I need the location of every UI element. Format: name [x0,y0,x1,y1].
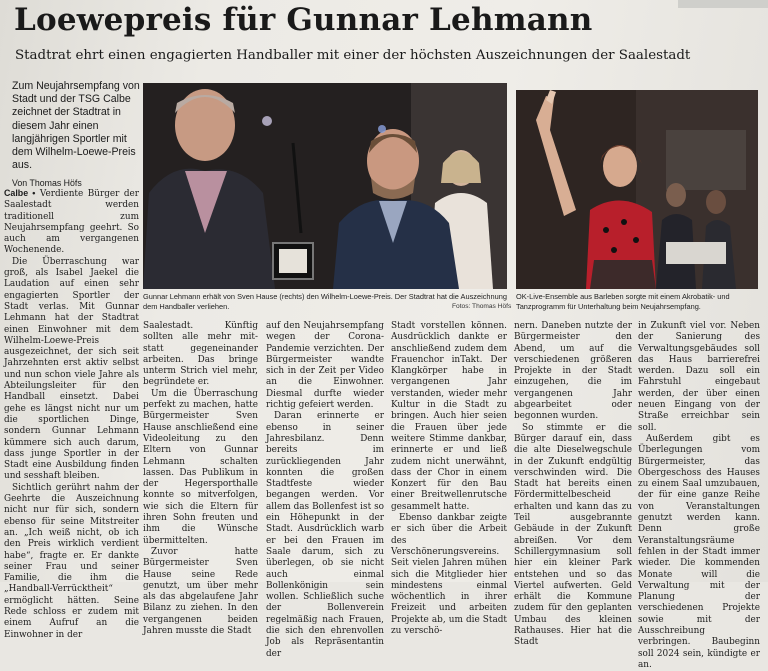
headline: Loewepreis für Gunnar Lehmann [14,2,593,38]
column-1-paragraph: Sichtlich gerührt nahm der Geehrte die Auszeichnung nicht nur für sich, sondern ebenso für seine Mitstreiter an. „Ich weiß nicht, ob ich den Preis wirklich verdient habe“, fragte er. Er dankte seiner Frau und seiner Familie, die ihm die „Handball-Verrücktheit“ ermöglicht hätten. Seine Rede schloss er zudem mit einem Aufruf an die Einwohner in der [4,482,139,640]
column-3-paragraph: Daran erinnerte er ebenso in seiner Jahresbilanz. Denn bereits im zurückliegenden Jahr konnten die großen Stadtfeste wieder begangen werden. Vor allem das Bollenfest ist so ein Höhepunkt in der Stadt. Ausdrücklich warb er bei den Frauen im Saale darum, sich zu überlegen, ob sie nicht auch einmal Bollenkönigin sein wollen. Schließlich suche der Bollenverein regelmäßig nach Frauen, die sich den ehrenvollen Job als Repräsentantin der [266,411,384,659]
article-column-5 [514,321,632,648]
article-column-3 [266,321,384,659]
column-5-paragraph: nern. Daneben nutzte der Bürgermeister den Abend, um auf die verschiedenen größeren Projekte in der Stadt einzugehen, die im vergangenen Jahr abgearbeitet oder begonnen wurden. [514,321,632,422]
article-column-6 [638,321,760,670]
byline: Von Thomas Höfs [12,178,82,188]
dance-photo [516,90,758,289]
column-2-paragraph: Um die Überraschung perfekt zu machen, hatte Bürgermeister Sven Hause anschließend eine Videoleitung zu den Eltern von Gunnar Lehmann schalten lassen. Das Publikum in der Hegersporthalle konnte so mitverfolgen, wie sich die Eltern für ihren Sohn freuten und ihm die Wünsche übermittelten. [143,388,258,546]
dance-photo-image [516,90,758,289]
page-corner-strip [678,0,768,8]
column-3-paragraph: auf den Neujahrsempfang wegen der Corona-Pandemie verzichten. Der Bürgermeister wandte sich in der Zeit per Video an die Einwohner. Diesmal durfte wieder richtig gefeiert werden. [266,321,384,411]
intro-text: Zum Neujahrsempfang von Stadt und der TSG Calbe zeichnet der Stadtrat in diesem Jahr einen langjährigen Sportler mit dem Wilhelm-Loewe-Preis aus. [12,80,140,172]
column-1-paragraph: Die Überraschung war groß, als Isabel Jaekel die Laudation auf einen sehr engagierten Sportler der Stadt verlas. Mit Gunnar Lehmann hat der Stadtrat einen Einwohner mit dem Wilhelm-Loewe-Preis ausgezeichnet, der sich seit Jahrzehnten erst aktiv selbst und nun schon viele Jahre als Abteilungsleiter für den Handball einsetzt. Dabei gehe es längst nicht nur um die sportlichen Dinge, sondern Gunnar Lehmann kümmere sich auch darum, dass junge Sportler in der Stadt eine Ausbildung finden und sesshaft bleiben. [4,256,139,482]
column-2-paragraph: Zuvor hatte Bürgermeister Sven Hause seine Rede genutzt, um über mehr als das abgelaufene Jahr Bilanz zu ziehen. In den vergangenen beiden Jahren musste die Stadt [143,546,258,637]
column-1-paragraph: Calbe • Verdiente Bürger der Saalestadt werden traditionell zum Neujahrsempfang geehrt. So auch am vergangenen Wochenende. [4,188,140,256]
article-column-2 [143,321,258,637]
award-photo [143,83,507,289]
column-6-paragraph: Außerdem gibt es Überlegungen vom Bürgermeister, das Obergeschoss des Hauses zu einem Saal umzubauen, der für eine ganze Reihe von Veranstaltungen genutzt werden kann. Denn große Veranstaltungsräume fehlen in der Stadt immer wieder. Die kommenden Monate will die Verwaltung mit der Planung der verschiedenen Projekte sowie mit der Ausschreibung verbringen. Baubeginn soll 2024 sein, kündigte er an. [638,433,760,670]
column-2-paragraph: Saalestadt. Künftig sollten alle mehr mit- statt gegeneinander arbeiten. Das bringe unterm Strich viel mehr, begründete er. [143,321,258,388]
column-4-paragraph: Ebenso dankbar zeigte er sich über die Arbeit des Verschönerungsvereins. Seit vielen Jahren mühen sich die Mitglieder hier mindestens einmal wöchentlich in ihrer Freizeit und arbeiten Projekte ab, um die Stadt zu verschö- [391,513,507,637]
column-4-paragraph: Stadt vorstellen können. Ausdrücklich dankte er anschließend zudem dem Frauenchor inTakt. Der Klangkörper habe in vergangenen Jahr verstanden, wieder mehr Kultur in die Stadt zu bringen. Auch hier seien die Frauen über jede weitere Stimme dankbar, erinnerte er und ließ zudem nicht unerwähnt, dass der Chor in einem Konzert für den Bau einer Breitwellenrutsche gesammelt hatte. [391,321,507,512]
dateline: Calbe • [4,188,36,198]
article-column-4 [391,321,507,637]
award-photo-caption: Gunnar Lehmann erhält von Sven Hause (rechts) den Wilhelm-Loewe-Preis. Der Stadtrat hat die Auszeichnung dem Handballer verliehen. [143,292,507,311]
column-5-paragraph: So stimmte er die Bürger darauf ein, dass die alte Dieselwegschule in der Zukunft endgültig verschwinden wird. Die Stadt hat bereits einen Fördermittelbescheid erhalten und kann das zu Teil ausgebrannte Gebäude in der Zukunft abreißen. Vor dem Schillergymnasium soll hier ein kleiner Park entstehen und so das Viertel aufwerten. Geld erhält die Kommune zudem für den geplanten Umbau des kleinen Rathauses. Hier hat die Stadt [514,422,632,648]
dance-photo-caption: OK-Live-Ensemble aus Barleben sorgte mit einem Akrobatik- und Tanzprogramm für Unterhaltung beim Neujahrsempfang. [516,292,730,311]
photo-credit: Fotos: Thomas Höfs [452,303,512,310]
subheadline: Stadtrat ehrt einen engagierten Handballer mit einer der höchsten Auszeichnungen der Saalestadt [15,48,691,63]
award-photo-image [143,83,507,289]
article-column-1 [4,188,140,640]
column-6-paragraph: in Zukunft viel vor. Neben der Sanierung des Verwaltungsgebäudes soll das Haus barrierefrei werden. Dazu soll ein Fahrstuhl eingebaut werden, der über einen neuen Eingang von der Straße erreichbar sein soll. [638,321,760,433]
